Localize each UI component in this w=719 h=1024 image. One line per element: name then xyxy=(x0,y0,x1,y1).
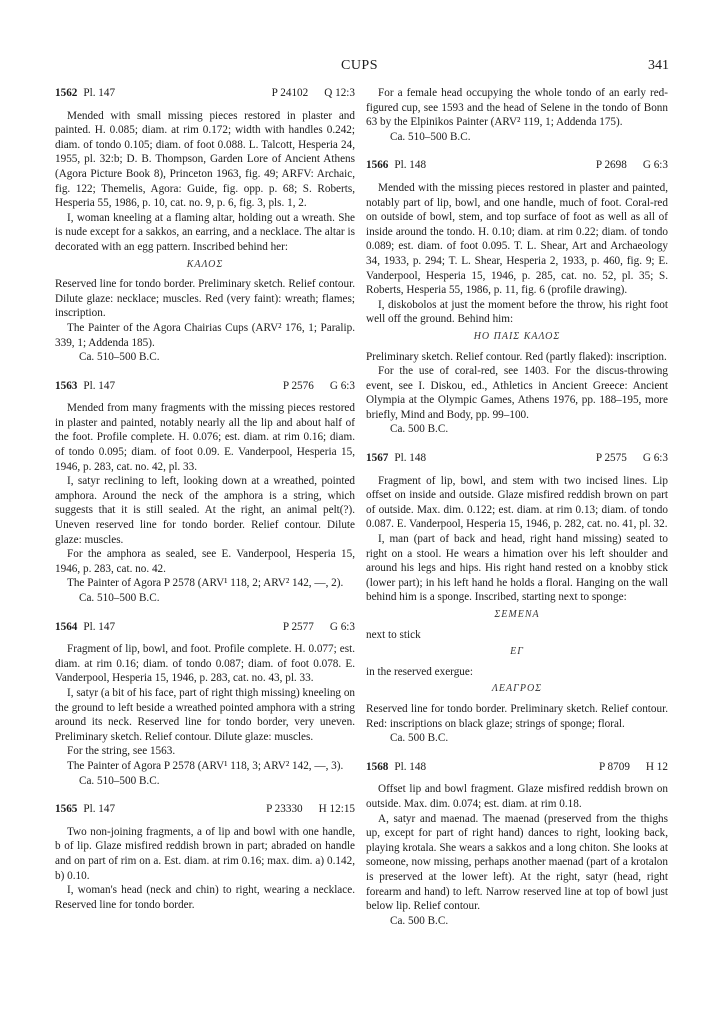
paragraph: Fragment of lip, bowl, and foot. Profile complete. H. 0.077; est. diam. at rim 0.16; diam. of tondo 0.087; diam. of foot 0.078. E. Vanderpool, Hesperia 15, 1946, p. 283, cat. no. 43, pl. 33. xyxy=(55,643,355,685)
date-line: Ca. 510–500 B.C. xyxy=(390,130,471,143)
inscription: ΚΑΛΟΣ xyxy=(186,258,224,270)
entry-header-1562 xyxy=(55,86,355,101)
entry-number: 1566 xyxy=(366,159,389,172)
deposit-location: G 6:3 xyxy=(642,452,668,465)
paragraph: Reserved line for tondo border. Preliminary sketch. Relief contour. Dilute glaze: necklace; muscles. Red (very faint): wreath; flames; inscription. xyxy=(55,278,355,320)
entry-number: 1563 xyxy=(55,379,78,392)
plate-ref: Pl. 147 xyxy=(83,87,116,99)
entry-header-1565 xyxy=(55,802,355,817)
paragraph: Reserved line for tondo border. Preliminary sketch. Relief contour. Red: inscriptions on black glaze; strings of sponge; floral. xyxy=(366,702,668,730)
left-column xyxy=(55,86,355,912)
paragraph: The Painter of the Agora Chairias Cups (ARV² 176, 1; Paralip. 339, 1; Addenda 185). xyxy=(55,321,355,349)
entry-number: 1562 xyxy=(55,87,78,99)
paragraph: The Painter of Agora P 2578 (ARV¹ 118, 2; ARV² 142, —, 2). xyxy=(67,577,344,590)
inscription: ΣΕΜΕΝΑ xyxy=(494,609,540,620)
right-column xyxy=(366,86,668,928)
entry-header-1564 xyxy=(55,620,355,635)
plate-ref: Pl. 147 xyxy=(83,803,116,816)
paragraph: Two non-joining fragments, a of lip and bowl with one handle, b of lip. Glaze misfired reddish brown in part; abraded on handle and on part of rim on a. Est. diam. at rim 0.16; max. dim. a) 0.142, b) 0.10. xyxy=(55,825,355,882)
inscription: ΗΟ ΠΑΙΣ ΚΑΛΟΣ xyxy=(473,330,561,342)
plate-ref: Pl. 148 xyxy=(394,159,427,172)
deposit-location: G 6:3 xyxy=(329,379,355,392)
entry-number: 1565 xyxy=(55,803,78,816)
paragraph: Mended with small missing pieces restored in plaster and painted. H. 0.085; diam. at rim 0.172; width with handles 0.242; diam. of tondo 0.105; diam. of foot 0.088. L. Talcott, Hesperia 24, 1955, pl. 32:b; D. B. Thompson, Garden Lore of Ancient Athens (Agora Picture Book 8), Princeton 1963, fig. 49; ARFV: Archaic, fig. 122; Themelis, Agora: Guide, fig. opp. p. 68; S. Roberts, Hesperia 55, 1986, p. 10, cat. no. 9, p. 6, fig. 3, pls. 1, 2. xyxy=(55,109,355,210)
paragraph: Mended from many fragments with the missing pieces restored in plaster and painted, notably nearly all the lip and about half of the foot. Profile complete. H. 0.076; est. diam. at rim 0.16; diam. of tondo 0.095; diam. of foot 0.09. E. Vanderpool, Hesperia 15, 1946, p. 283, cat. no. 42, pl. 33. xyxy=(55,402,355,473)
paragraph: I, diskobolos at just the moment before the throw, his right foot well off the ground. Behind him: xyxy=(366,298,668,326)
entry-header-1568 xyxy=(366,760,668,775)
date-line: Ca. 500 B.C. xyxy=(390,914,449,927)
inscription: ΛΕΑΓΡΟΣ xyxy=(491,683,543,695)
paragraph: For the amphora as sealed, see E. Vanderpool, Hesperia 15, 1946, p. 283, cat. no. 42. xyxy=(55,548,355,575)
inventory-number: P 2698 xyxy=(595,159,627,172)
inventory-number: P 2576 xyxy=(282,379,314,392)
date-line: Ca. 500 B.C. xyxy=(390,423,449,436)
inventory-number: P 23330 xyxy=(266,803,303,816)
paragraph: I, woman kneeling at a flaming altar, holding out a wreath. She is nude except for a sakkos, an earring, and a necklace. The altar is decorated with an egg pattern. Inscribed behind her: xyxy=(55,211,355,253)
paragraph: Fragment of lip, bowl, and stem with two incised lines. Lip offset on inside and outside. Glaze misfired reddish brown on part of outside. Max. dim. 0.122; est. diam. at rim 0.13; diam. of tondo 0.087. E. Vanderpool, Hesperia 15, 1946, p. 282, cat. no. 41, pl. 32. xyxy=(366,474,668,531)
running-title: CUPS xyxy=(340,58,379,73)
deposit-location: G 6:3 xyxy=(329,620,355,633)
inventory-number: P 24102 xyxy=(271,87,309,99)
deposit-location: Q 12:3 xyxy=(324,87,355,99)
paragraph: Preliminary sketch. Relief contour. Red (partly flaked): inscription. xyxy=(366,350,667,363)
deposit-location: H 12:15 xyxy=(318,803,355,816)
paragraph: I, woman's head (neck and chin) to right, wearing a necklace. Reserved line for tondo border. xyxy=(55,884,355,911)
paragraph: For the string, see 1563. xyxy=(67,745,176,758)
inscription: ΕΓ xyxy=(510,646,524,658)
page-number: 341 xyxy=(648,58,669,73)
date-line: Ca. 510–500 B.C. xyxy=(79,351,160,364)
paragraph: The Painter of Agora P 2578 (ARV¹ 118, 3; ARV² 142, —, 3). xyxy=(67,759,344,772)
paragraph: I, satyr reclining to left, looking down at a wreathed, pointed amphora. Around the neck of the amphora is a string, which suggests that it is still sealed. At the right, an animal pelt(?). Uneven reserved line for tondo border. Relief contour. Dilute glaze: muscles. xyxy=(55,475,355,546)
entry-header-1567 xyxy=(366,451,668,466)
paragraph: next to stick xyxy=(366,628,421,641)
inventory-number: P 8709 xyxy=(598,760,630,773)
paragraph: Offset lip and bowl fragment. Glaze misfired reddish brown on outside. Max. dim. 0.074; est. diam. at rim 0.18. xyxy=(366,783,668,810)
paragraph: A, satyr and maenad. The maenad (preserved from the thighs up, except for part of right hand) dances to right, looking back, playing krotala. She wears a sakkos and a long chiton. She looks at someone, now missing, perhaps another maenad (part of a krotalon is preserved at the lower left). At the right, satyr (head, right forearm and hand) to left. Narrow reserved line at top of bowl just below lip. Relief contour. xyxy=(366,812,668,913)
deposit-location: G 6:3 xyxy=(642,159,668,172)
paragraph: in the reserved exergue: xyxy=(366,665,473,678)
entry-number: 1568 xyxy=(366,760,389,773)
date-line: Ca. 500 B.C. xyxy=(390,732,449,745)
entry-number: 1564 xyxy=(55,620,78,633)
plate-ref: Pl. 148 xyxy=(394,760,427,773)
plate-ref: Pl. 148 xyxy=(394,452,427,465)
entry-header-1566 xyxy=(366,158,668,173)
paragraph: I, man (part of back and head, right hand missing) seated to right on a stool. He wears a himation over his left shoulder and around his legs and hips. His right hand rested on a knobby stick (lower part); in his left hand he holds a floral. Hanging on the wall behind him is a sponge. Inscribed, starting next to sponge: xyxy=(366,533,668,604)
plate-ref: Pl. 147 xyxy=(83,379,116,392)
date-line: Ca. 510–500 B.C. xyxy=(79,774,160,787)
paragraph: Mended with the missing pieces restored in plaster and painted, notably part of lip, bowl, and one handle, much of foot. Coral-red on outside of bowl, stem, and top surface of foot as well as all of inside around the tondo. H. 0.10; diam. at rim 0.22; diam. of tondo 0.089; est. diam. of foot 0.095. T. L. Shear, Art and Archaeology 34, 1933, p. 294; T. L. Shear, Hesperia 2, 1933, p. 460, fig. 9; E. Vanderpool, Hesperia 15, 1946, p. 285, cat. no. 52, pl. 35; S. Roberts, Hesperia 55, 1986, p. 11, fig. 6 (profile drawing). xyxy=(366,181,668,297)
inventory-number: P 2575 xyxy=(595,452,627,465)
inventory-number: P 2577 xyxy=(282,620,314,633)
date-line: Ca. 510–500 B.C. xyxy=(79,592,160,604)
paragraph: I, satyr (a bit of his face, part of right thigh missing) kneeling on the ground to left beside a wreathed pointed amphora with a string around its neck. Reserved line for tondo border, very uneven. Preliminary sketch. Relief contour. Dilute glaze: muscles. xyxy=(55,686,356,743)
entry-header-1563 xyxy=(55,379,355,394)
paragraph: For a female head occupying the whole tondo of an early red-figured cup, see 1593 and the head of Selene in the tondo of Bonn 63 by the Elpinikos Painter (ARV² 119, 1; Addenda 175). xyxy=(366,87,668,129)
deposit-location: H 12 xyxy=(645,760,668,773)
entry-number: 1567 xyxy=(366,452,389,465)
paragraph: For the use of coral-red, see 1403. For the discus-throwing event, see I. Diskou, ed., Athletics in Ancient Greece: Ancient Olympia at the Olympic Games, Athens 1976, pp. 188–195, more briefly, Mind and Body, pp. 99–100. xyxy=(366,365,668,421)
plate-ref: Pl. 147 xyxy=(83,620,116,633)
